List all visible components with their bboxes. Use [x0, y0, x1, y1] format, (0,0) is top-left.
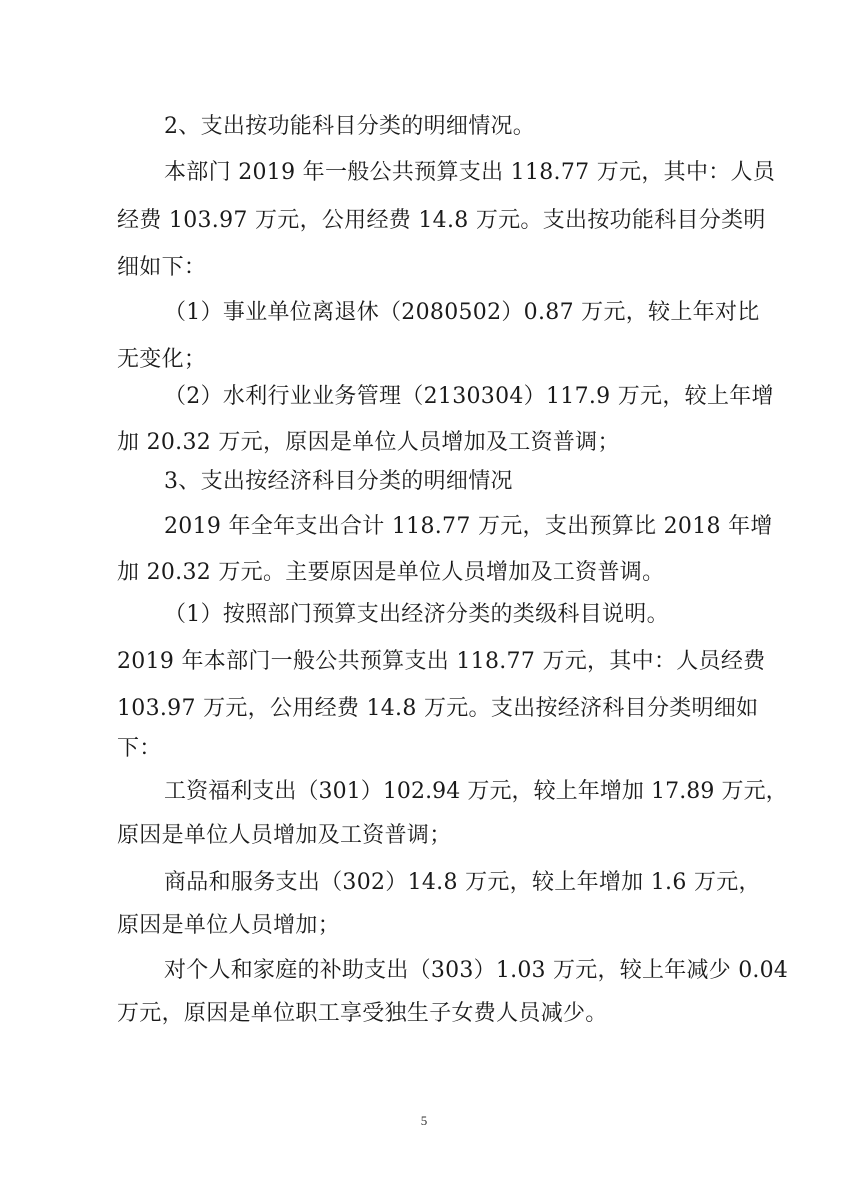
list-item-line: 无变化； [117, 347, 207, 372]
paragraph-line: 下： [117, 736, 162, 761]
paragraph-line: 本部门 2019 年一般公共预算支出 118.77 万元，其中：人员 [164, 160, 776, 185]
page-number: 5 [420, 1113, 428, 1128]
list-item-line: 加 20.32 万元，原因是单位人员增加及工资普调； [117, 430, 620, 455]
item-line: 工资福利支出（301）102.94 万元，较上年增加 17.89 万元， [164, 779, 788, 804]
list-item-line: （1）事业单位离退休（2080502）0.87 万元，较上年对比 [164, 300, 760, 325]
paragraph-line: 103.97 万元，公用经费 14.8 万元。支出按经济科目分类明细如 [117, 696, 759, 721]
subsection-heading: （1）按照部门预算支出经济分类的类级科目说明。 [164, 602, 669, 627]
item-line: 原因是单位人员增加及工资普调； [117, 823, 452, 848]
paragraph-line: 2019 年全年支出合计 118.77 万元，支出预算比 2018 年增 [164, 514, 773, 539]
paragraph-line: 细如下： [117, 255, 207, 280]
item-line: 原因是单位人员增加； [117, 913, 341, 938]
item-line: 万元，原因是单位职工享受独生子女费人员减少。 [117, 1001, 608, 1026]
paragraph-line: 2019 年本部门一般公共预算支出 118.77 万元，其中：人员经费 [117, 649, 766, 674]
item-line: 对个人和家庭的补助支出（303）1.03 万元，较上年减少 0.04 [164, 958, 789, 983]
section-heading-functional: 2、支出按功能科目分类的明细情况。 [164, 114, 536, 139]
item-line: 商品和服务支出（302）14.8 万元，较上年增加 1.6 万元， [164, 870, 761, 895]
section-heading-economic: 3、支出按经济科目分类的明细情况 [164, 469, 513, 494]
paragraph-line: 加 20.32 万元。主要原因是单位人员增加及工资普调。 [117, 560, 665, 585]
paragraph-line: 经费 103.97 万元，公用经费 14.8 万元。支出按功能科目分类明 [117, 208, 766, 233]
list-item-line: （2）水利行业业务管理（2130304）117.9 万元，较上年增 [164, 384, 774, 409]
